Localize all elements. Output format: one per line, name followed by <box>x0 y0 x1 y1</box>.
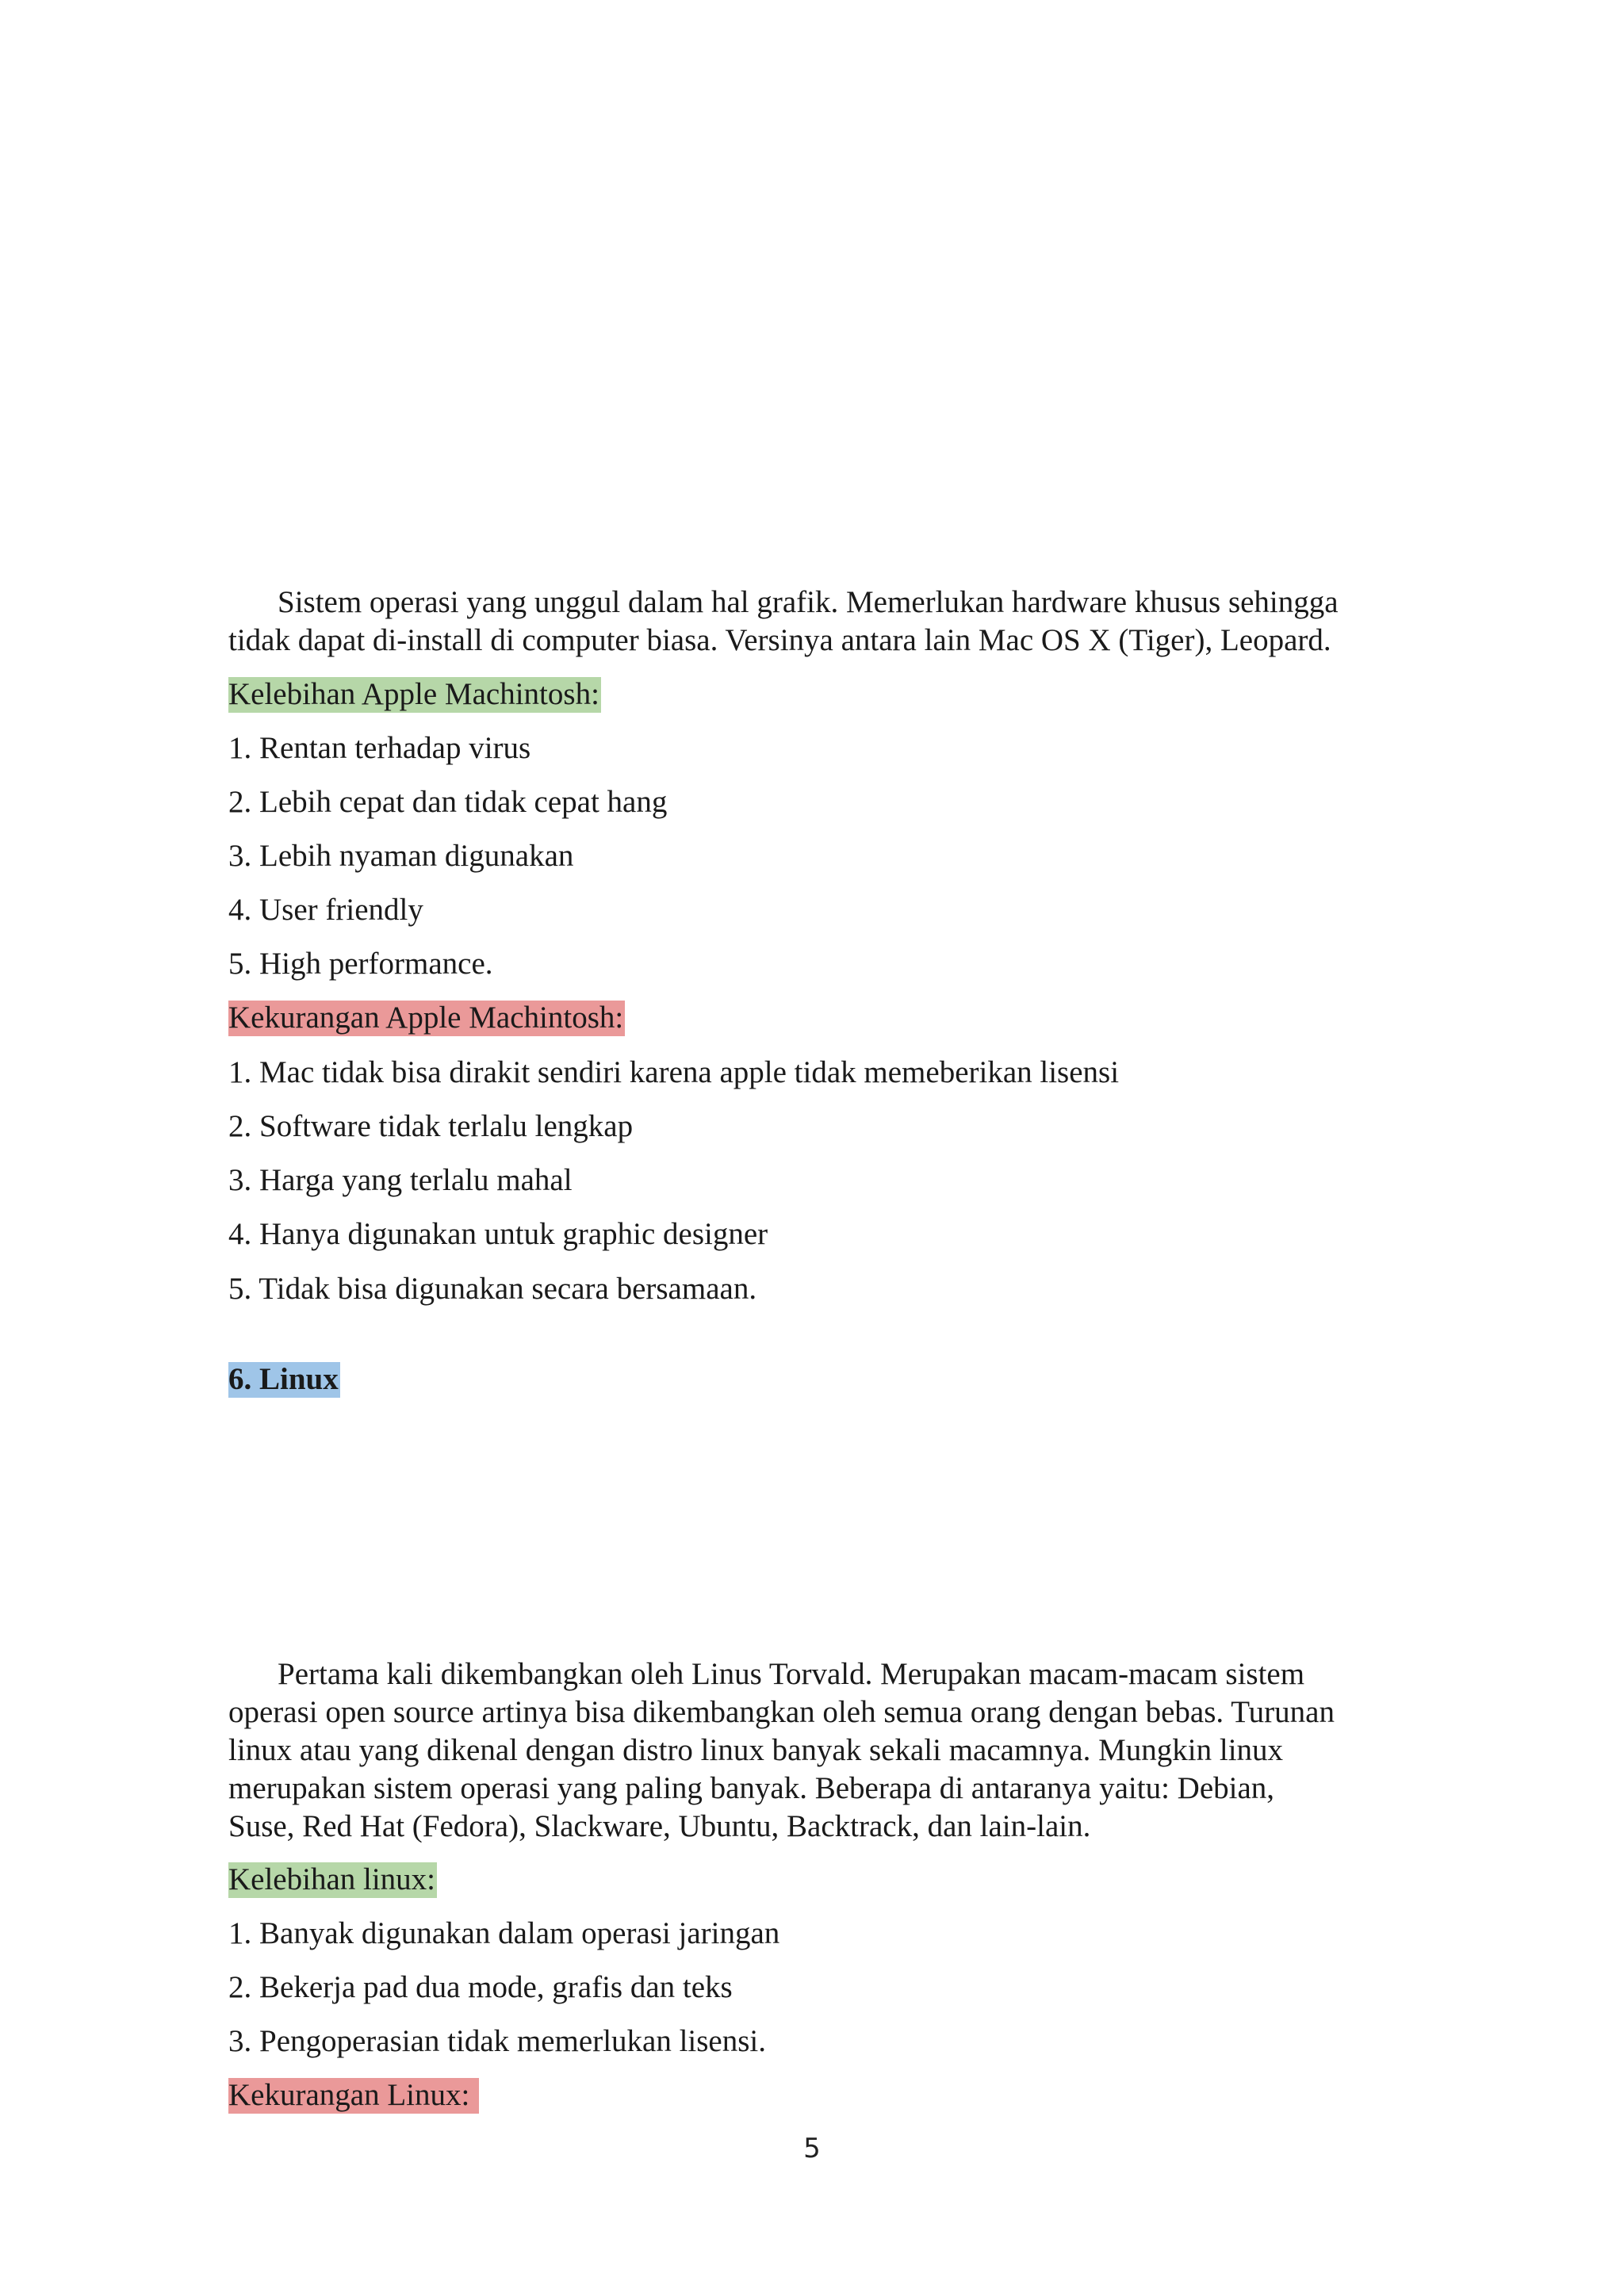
linux-cons-heading-row <box>228 2076 479 2114</box>
linux-intro-paragraph <box>228 1655 1402 1846</box>
linux-cons-heading: Kekurangan Linux: <box>228 2078 478 2112</box>
mac-cons-heading-row <box>228 999 625 1037</box>
list-item: 1. Banyak digunakan dalam operasi jaringan <box>228 1916 780 1950</box>
linux-pros-heading-row <box>228 1861 437 1899</box>
mac-intro-line: Sistem operasi yang unggul dalam hal grafik. Memerlukan hardware khusus sehingga <box>278 585 1339 619</box>
list-item: 2. Bekerja pad dua mode, grafis dan teks <box>228 1970 733 2004</box>
mac-pros-heading-row <box>228 675 601 714</box>
list-item: 5. Tidak bisa digunakan secara bersamaan. <box>228 1272 757 1306</box>
list-item: 3. Lebih nyaman digunakan <box>228 839 574 873</box>
list-item: 3. Pengoperasian tidak memerlukan lisensi. <box>228 2024 767 2058</box>
list-item: 4. User friendly <box>228 893 423 927</box>
linux-section-heading-row <box>228 1360 340 1399</box>
mac-cons-heading: Kekurangan Apple Machintosh: <box>228 1001 624 1035</box>
mac-pros-heading: Kelebihan Apple Machintosh: <box>228 677 599 711</box>
linux-intro-line: Suse, Red Hat (Fedora), Slackware, Ubuntu, Backtrack, dan lain-lain. <box>228 1809 1091 1843</box>
linux-intro-line: merupakan sistem operasi yang paling banyak. Beberapa di antaranya yaitu: Debian, <box>228 1771 1275 1805</box>
page-number: 5 <box>803 2133 821 2164</box>
list-item: 3. Harga yang terlalu mahal <box>228 1163 573 1197</box>
list-item: 1. Rentan terhadap virus <box>228 731 531 765</box>
list-item: 2. Lebih cepat dan tidak cepat hang <box>228 785 668 819</box>
linux-pros-heading: Kelebihan linux: <box>228 1862 436 1896</box>
list-item: 4. Hanya digunakan untuk graphic designer <box>228 1217 768 1251</box>
list-item: 5. High performance. <box>228 947 493 981</box>
list-item: 1. Mac tidak bisa dirakit sendiri karena apple tidak memeberikan lisensi <box>228 1055 1120 1089</box>
mac-intro-line: tidak dapat di-install di computer biasa. Versinya antara lain Mac OS X (Tiger), Leopard. <box>228 623 1331 657</box>
linux-intro-line: Pertama kali dikembangkan oleh Linus Torvald. Merupakan macam-macam sistem <box>278 1657 1305 1691</box>
mac-intro-paragraph <box>228 584 1402 660</box>
linux-section-heading: 6. Linux <box>228 1362 339 1396</box>
list-item: 2. Software tidak terlalu lengkap <box>228 1109 634 1143</box>
linux-intro-line: operasi open source artinya bisa dikembangkan oleh semua orang dengan bebas. Turunan <box>228 1695 1335 1729</box>
linux-intro-line: linux atau yang dikenal dengan distro linux banyak sekali macamnya. Mungkin linux <box>228 1733 1284 1767</box>
